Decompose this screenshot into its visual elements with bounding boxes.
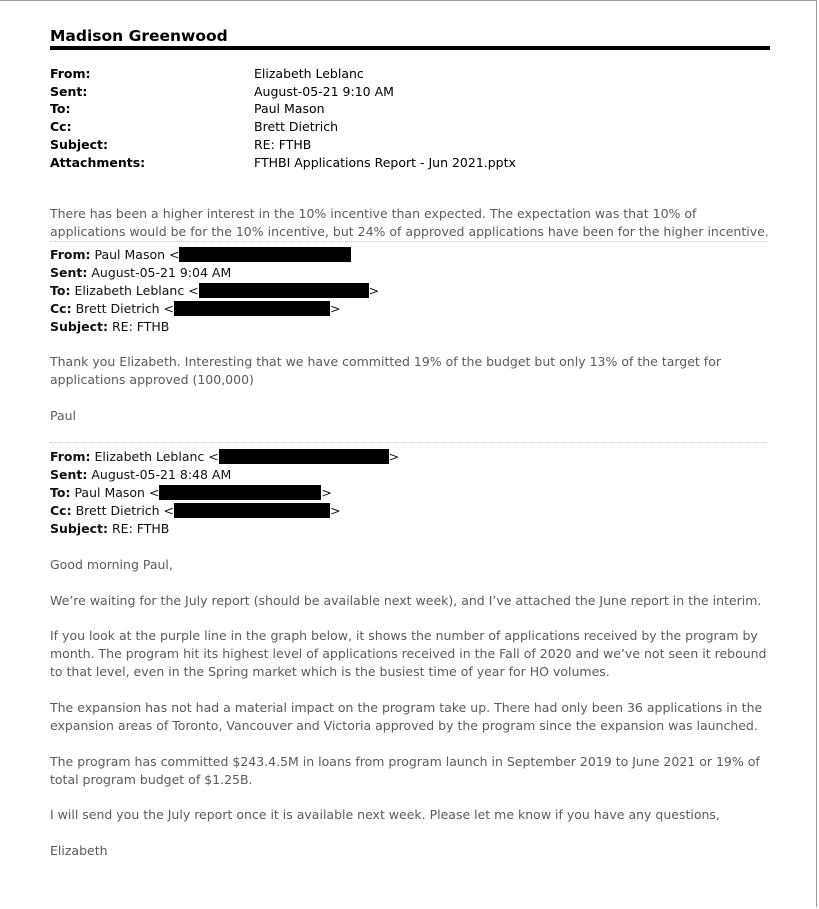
- quote1-from-label: From:: [50, 247, 91, 262]
- from-label: From:: [50, 66, 91, 81]
- quote2-sent-value: August-05-21 8:48 AM: [91, 467, 232, 482]
- quote2-subject-row: [50, 520, 770, 538]
- quote2-sent-label: Sent:: [50, 467, 88, 482]
- header-attachments-row: [50, 154, 770, 172]
- mailbox-owner-name: Madison Greenwood: [50, 27, 228, 45]
- header-subject-row: [50, 136, 770, 154]
- quote2-subject-value: RE: FTHB: [111, 521, 170, 536]
- attachment-file[interactable]: FTHBI Applications Report - Jun 2021.pptx: [254, 154, 516, 170]
- to-value: Paul Mason: [254, 101, 325, 117]
- body-top-paragraph: There has been a higher interest in the 10% incentive than expected. The expectation was that 10% of applications would be for the 10% incentive, but 24% of approved applications have been for the higher incentive.: [50, 206, 769, 239]
- quote1-cc-close: >: [330, 301, 341, 316]
- quote2-from-value: Elizabeth Leblanc <: [94, 449, 219, 464]
- header-cc-row: [50, 118, 770, 136]
- redaction-bar: [199, 283, 369, 298]
- quote2-greeting: Good morning Paul,: [50, 557, 173, 572]
- quote1-sent-value: August-05-21 9:04 AM: [91, 265, 232, 280]
- quote2-to-label: To:: [50, 485, 71, 500]
- subject-value: RE: FTHB: [254, 136, 312, 152]
- quote1-header: [50, 246, 770, 336]
- quote1-cc-row: [50, 300, 770, 318]
- quote2-paragraph-2: If you look at the purple line in the graph below, it shows the number of applications received by the program by month. The program hit its highest level of applications received in the Fall of 2020 and we’ve not seen it rebound to that level, even in the Spring market which is the busiest time of year for HO volumes.: [50, 628, 767, 679]
- sent-value: August-05-21 9:10 AM: [254, 83, 394, 99]
- quote2-paragraph-4: The program has committed $243.4.5M in loans from program launch in September 2019 to June 2021 or 19% of total program budget of $1.25B.: [50, 754, 760, 787]
- quote2-paragraph-3: The expansion has not had a material impact on the program take up. There had only been 36 applications in the expansion areas of Toronto, Vancouver and Victoria approved by the program since the expansion was launched.: [50, 700, 763, 733]
- to-label: To:: [50, 101, 71, 117]
- quote-separator-1: [50, 241, 768, 242]
- quote2-cc-row: [50, 502, 770, 520]
- quote1-from-value: Paul Mason <: [94, 247, 180, 262]
- quote2-cc-label: Cc:: [50, 503, 72, 518]
- quote2-paragraph-1: We’re waiting for the July report (should be available next week), and I’ve attached the June report in the interim.: [50, 593, 762, 608]
- quote1-to-close: >: [368, 283, 380, 298]
- quote2-cc-close: >: [330, 503, 341, 518]
- quote1-to-label: To:: [50, 283, 71, 298]
- header-from-row: [50, 65, 770, 83]
- quote1-subject-row: [50, 318, 770, 336]
- quote1-to-value: Elizabeth Leblanc <: [74, 283, 199, 298]
- from-value: Elizabeth Leblanc: [254, 66, 364, 81]
- subject-label: Subject:: [50, 136, 108, 152]
- header-sent-row: [50, 83, 770, 101]
- quote1-body: Thank you Elizabeth. Interesting that we have committed 19% of the budget but only 13% of the target for applications approved (100,000): [50, 354, 721, 387]
- quote1-subject-value: RE: FTHB: [111, 319, 170, 334]
- redaction-bar: [219, 449, 389, 464]
- sent-label: Sent:: [50, 83, 88, 99]
- cc-label: Cc:: [50, 119, 72, 135]
- quote1-subject-label: Subject:: [50, 319, 108, 334]
- quote2-cc-value: Brett Dietrich <: [75, 503, 175, 518]
- quote1-sent-row: [50, 264, 770, 282]
- quote2-to-close: >: [321, 485, 332, 500]
- redaction-bar: [179, 247, 351, 262]
- quote2-header: [50, 448, 770, 538]
- quote2-sent-row: [50, 466, 770, 484]
- quote-separator-2: [50, 442, 768, 443]
- redaction-bar: [174, 503, 330, 518]
- header-rule: [50, 46, 770, 50]
- quote2-from-row: [50, 448, 770, 466]
- quote2-to-value: Paul Mason <: [74, 485, 160, 500]
- quote2-from-label: From:: [50, 449, 91, 464]
- header-to-row: [50, 100, 770, 118]
- quote2-from-close: >: [388, 449, 400, 464]
- redaction-bar: [159, 485, 321, 500]
- quote1-cc-label: Cc:: [50, 301, 72, 316]
- quote1-signature: Paul: [50, 408, 77, 423]
- email-header: [50, 65, 770, 171]
- quote2-to-row: [50, 484, 770, 502]
- redaction-bar: [174, 301, 330, 316]
- attachments-label: Attachments:: [50, 154, 146, 170]
- quote1-cc-value: Brett Dietrich <: [75, 301, 175, 316]
- quote2-paragraph-5: I will send you the July report once it is available next week. Please let me know if you have any questions,: [50, 807, 720, 822]
- quote2-subject-label: Subject:: [50, 521, 108, 536]
- cc-value: Brett Dietrich: [254, 119, 339, 135]
- quote1-sent-label: Sent:: [50, 265, 88, 280]
- quote1-from-row: [50, 246, 770, 264]
- quote1-to-row: [50, 282, 770, 300]
- quote2-signature: Elizabeth: [50, 843, 108, 858]
